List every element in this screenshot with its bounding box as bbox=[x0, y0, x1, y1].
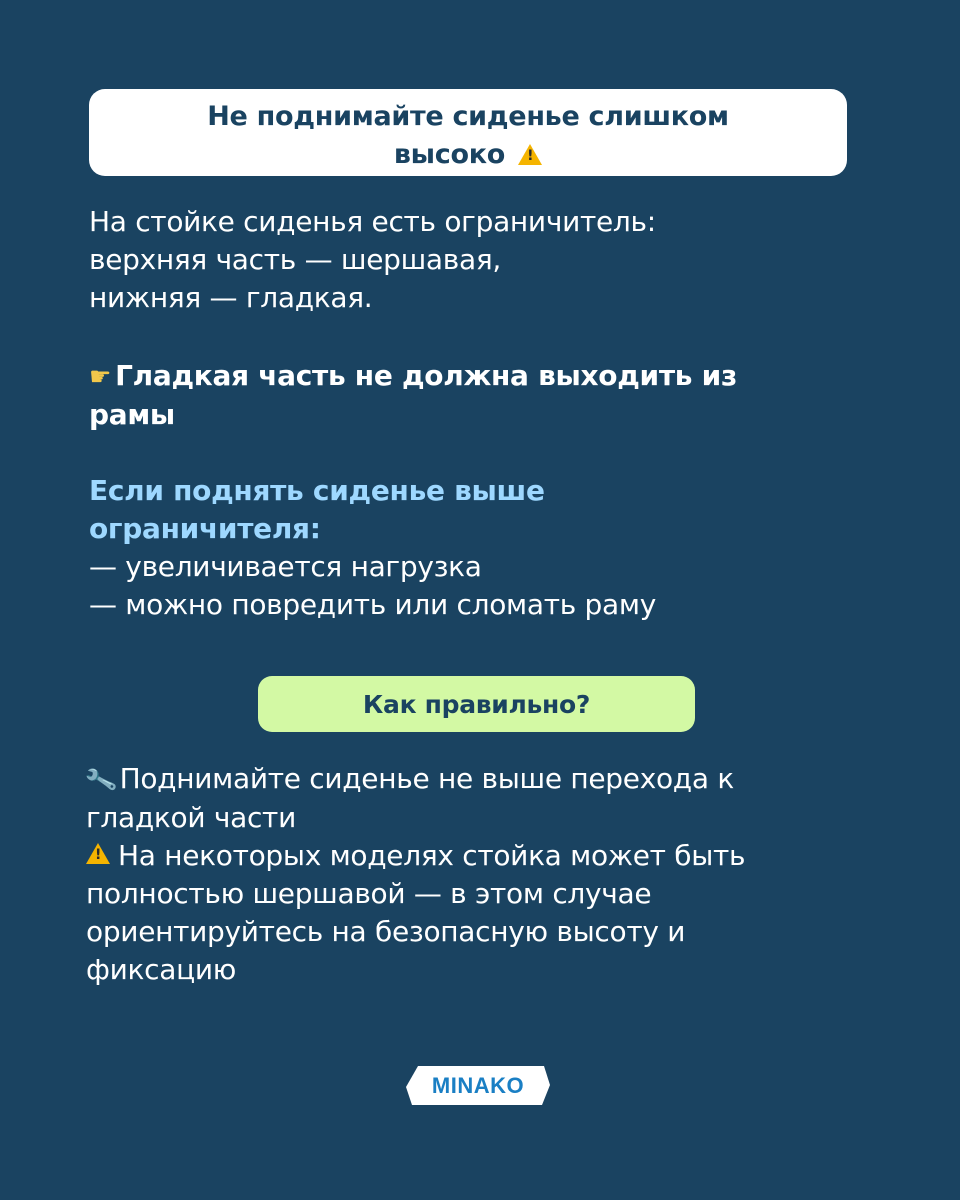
wrench-icon: 🔧 bbox=[82, 762, 119, 798]
title-card bbox=[89, 89, 847, 176]
tip-paragraph bbox=[89, 357, 737, 434]
howto-line-5: ориентируйтесь на безопасную высоту и bbox=[86, 915, 686, 948]
howto-line-4: полностью шершавой — в этом случае bbox=[86, 877, 652, 910]
how-to-paragraph bbox=[82, 760, 746, 989]
howto-line-3: На некоторых моделях стойка может быть bbox=[118, 839, 746, 872]
title-line-2: высоко bbox=[393, 138, 506, 170]
how-to-pill bbox=[258, 676, 695, 732]
brand-logo bbox=[406, 1065, 550, 1106]
intro-paragraph bbox=[89, 203, 656, 317]
warning-icon bbox=[86, 843, 110, 864]
tip-line-2: рамы bbox=[89, 398, 175, 431]
intro-line-1: На стойке сиденья есть ограничитель: bbox=[89, 205, 656, 238]
consequences-paragraph bbox=[89, 472, 656, 624]
pointing-hand-icon: ☛ bbox=[89, 362, 112, 391]
tip-line-1: Гладкая часть не должна выходить из bbox=[115, 359, 737, 392]
page-title bbox=[207, 98, 729, 174]
consequences-heading-2: ограничителя: bbox=[89, 512, 321, 545]
how-to-label: Как правильно? bbox=[362, 689, 591, 719]
howto-line-1: Поднимайте сиденье не выше перехода к bbox=[119, 762, 734, 795]
intro-line-2: верхняя часть — шершавая, bbox=[89, 243, 501, 276]
howto-line-6: фиксацию bbox=[86, 953, 237, 986]
howto-line-2: гладкой части bbox=[86, 801, 296, 834]
consequences-heading-1: Если поднять сиденье выше bbox=[89, 474, 545, 507]
consequence-item-2: — можно повредить или сломать раму bbox=[89, 588, 656, 621]
intro-line-3: нижняя — гладкая. bbox=[89, 281, 373, 314]
title-line-1: Не поднимайте сиденье слишком bbox=[207, 100, 729, 132]
warning-icon bbox=[518, 144, 542, 165]
consequence-item-1: — увеличивается нагрузка bbox=[89, 550, 482, 583]
logo-text: MINAKO bbox=[431, 1072, 525, 1098]
